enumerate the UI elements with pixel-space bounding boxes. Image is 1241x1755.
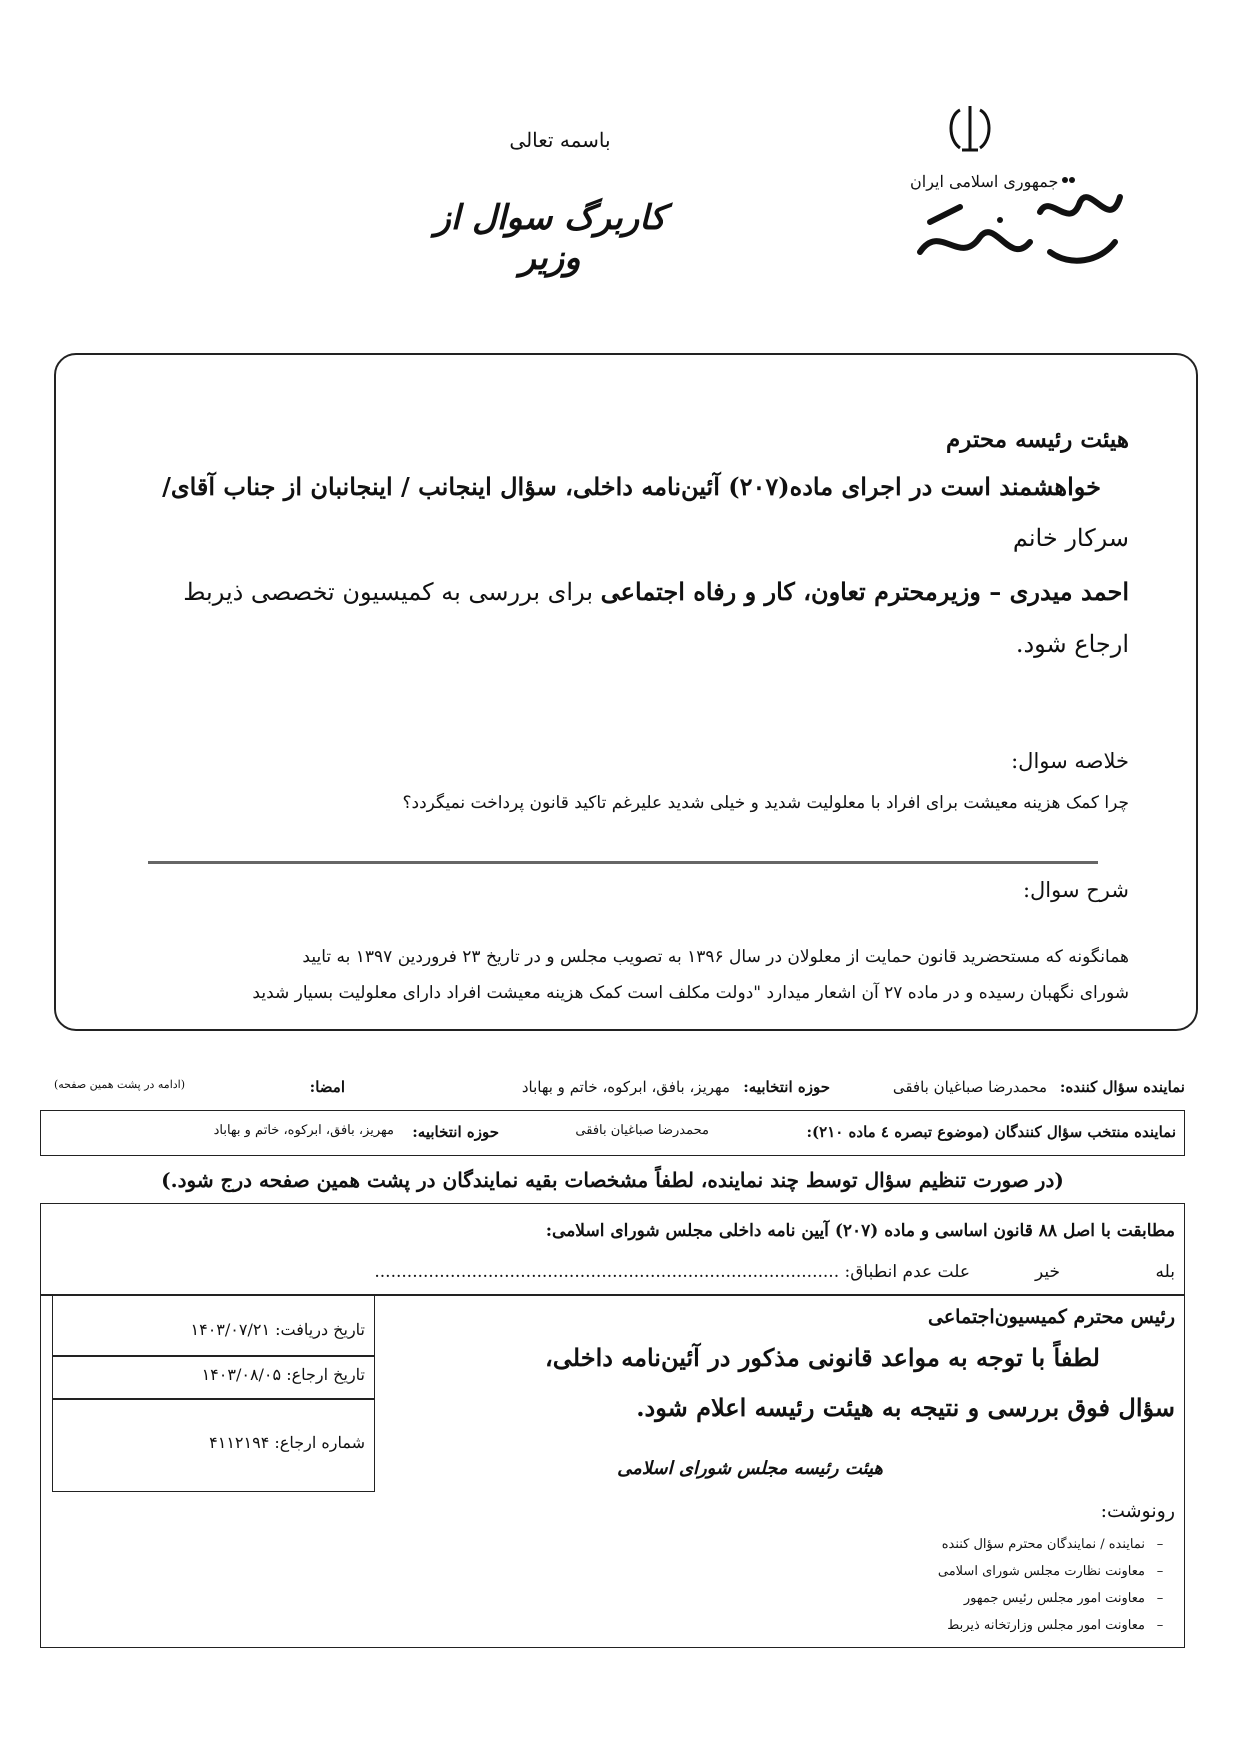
cc-item: –نماینده / نمایندگان محترم سؤال کننده bbox=[941, 1537, 1164, 1552]
received-date: ۱۴۰۳/۰۷/۲۱ bbox=[190, 1320, 271, 1339]
emblem-logo-icon bbox=[900, 102, 1130, 282]
signer-district: مهریز، بافق، ابرکوه، خاتم و بهاباد bbox=[521, 1078, 730, 1096]
referral-number-row bbox=[60, 1433, 365, 1452]
description-label: شرح سوال: bbox=[1022, 878, 1129, 902]
parliament-emblem bbox=[900, 102, 1130, 282]
referral-date-label: تاریخ ارجاع: bbox=[286, 1365, 365, 1384]
compliance-yes: بله bbox=[1155, 1262, 1175, 1282]
signer-name: محمدرضا صباغیان بافقی bbox=[892, 1078, 1047, 1096]
elected-district: مهریز، بافق، ابرکوه، خاتم و بهاباد bbox=[213, 1123, 394, 1138]
cc-item: –معاونت نظارت مجلس شورای اسلامی bbox=[937, 1564, 1164, 1579]
date-divider-1 bbox=[52, 1355, 375, 1357]
divider bbox=[148, 861, 1098, 864]
emblem-subtext: جمهوری اسلامی ایران bbox=[910, 172, 1059, 191]
letter-line-3 bbox=[129, 575, 1129, 610]
description-line-1: همانگونه که مستحضرید قانون حمایت از معلولان در سال ۱۳۹۶ به تصویب مجلس و در تاریخ ۲۳ فروردین ۱۳۹۷ به تایید bbox=[302, 947, 1129, 967]
letter-line-4: ارجاع شود. bbox=[1015, 630, 1129, 658]
signer-label: نماینده سؤال کننده: bbox=[1059, 1078, 1185, 1096]
signer-row bbox=[40, 1078, 1185, 1100]
date-divider-2 bbox=[52, 1398, 375, 1400]
compliance-no: خیر bbox=[1034, 1262, 1060, 1282]
signature-label: امضا: bbox=[309, 1078, 345, 1096]
signer-district-label: حوزه انتخابیه: bbox=[743, 1078, 830, 1096]
elected-signer-box bbox=[40, 1110, 1185, 1156]
form-title: کاربرگ سوال از وزیر bbox=[434, 198, 666, 278]
cc-item: –معاونت امور مجلس رئیس جمهور bbox=[963, 1591, 1164, 1606]
minister-name: احمد میدری – وزیرمحترم تعاون، کار و رفاه اجتماعی bbox=[600, 577, 1129, 606]
salutation: هیئت رئیسه محترم bbox=[946, 426, 1129, 453]
letter-line-3-rest: برای بررسی به کمیسیون تخصصی ذیربط bbox=[183, 578, 601, 606]
description-line-2: شورای نگهبان رسیده و در ماده ۲۷ آن اشعار میدارد "دولت مکلف است کمک هزینه معیشت افراد دارای معلولیت بسیار شدید bbox=[252, 983, 1129, 1003]
letter-line-2: سرکار خانم bbox=[1012, 524, 1129, 552]
elected-label: نماینده منتخب سؤال کنندگان (موضوع تبصره ٤ ماده ۲۱۰): bbox=[806, 1123, 1176, 1141]
elected-name: محمدرضا صباغیان بافقی bbox=[575, 1123, 709, 1138]
compliance-answer-row bbox=[60, 1262, 1175, 1286]
commission-line-1: لطفاً با توجه به مواعد قانونی مذکور در آئین‌نامه داخلی، bbox=[545, 1343, 1100, 1372]
referral-date: ۱۴۰۳/۰۸/۰۵ bbox=[201, 1365, 282, 1384]
bismillah: باسمه تعالی bbox=[509, 128, 611, 152]
board-signature: هیئت رئیسه مجلس شورای اسلامی bbox=[617, 1458, 883, 1479]
cc-item: –معاونت امور مجلس وزارتخانه ذیربط bbox=[947, 1618, 1164, 1633]
notice: (در صورت تنظیم سؤال توسط چند نماینده، لطفاً مشخصات بقیه نمایندگان در پشت همین صفحه درج شود.) bbox=[161, 1168, 1064, 1192]
received-date-row bbox=[60, 1320, 365, 1339]
commission-line-2: سؤال فوق بررسی و نتیجه به هیئت رئیسه اعلام شود. bbox=[636, 1393, 1175, 1422]
compliance-question: مطابقت با اصل ۸۸ قانون اساسی و ماده (۲۰۷) آیین نامه داخلی مجلس شورای اسلامی: bbox=[545, 1221, 1175, 1241]
summary-label: خلاصه سوال: bbox=[1011, 749, 1129, 773]
received-date-label: تاریخ دریافت: bbox=[275, 1320, 365, 1339]
continued-note: (ادامه در پشت همین صفحه) bbox=[53, 1078, 185, 1091]
commission-title: رئیس محترم کمیسیون‌اجتماعی bbox=[928, 1306, 1175, 1328]
cc-list bbox=[400, 1537, 1175, 1645]
cc-label: رونوشت: bbox=[1100, 1500, 1175, 1522]
elected-district-label: حوزه انتخابیه: bbox=[412, 1123, 499, 1141]
referral-date-row bbox=[60, 1365, 365, 1384]
referral-number: ۴۱۱۲۱۹۴ bbox=[209, 1433, 270, 1452]
compliance-reason: علت عدم انطباق: ...................................................................................... bbox=[374, 1262, 970, 1282]
referral-number-label: شماره ارجاع: bbox=[274, 1433, 365, 1452]
summary-text: چرا کمک هزینه معیشت برای افراد با معلولیت شدید و خیلی شدید علیرغم تاکید قانون پرداخت نمیگردد؟ bbox=[402, 793, 1129, 813]
letter-line-1: خواهشمند است در اجرای ماده(۲۰۷) آئین‌نامه داخلی، سؤال اینجانب / اینجانبان از جناب آقای/ bbox=[162, 472, 1101, 501]
